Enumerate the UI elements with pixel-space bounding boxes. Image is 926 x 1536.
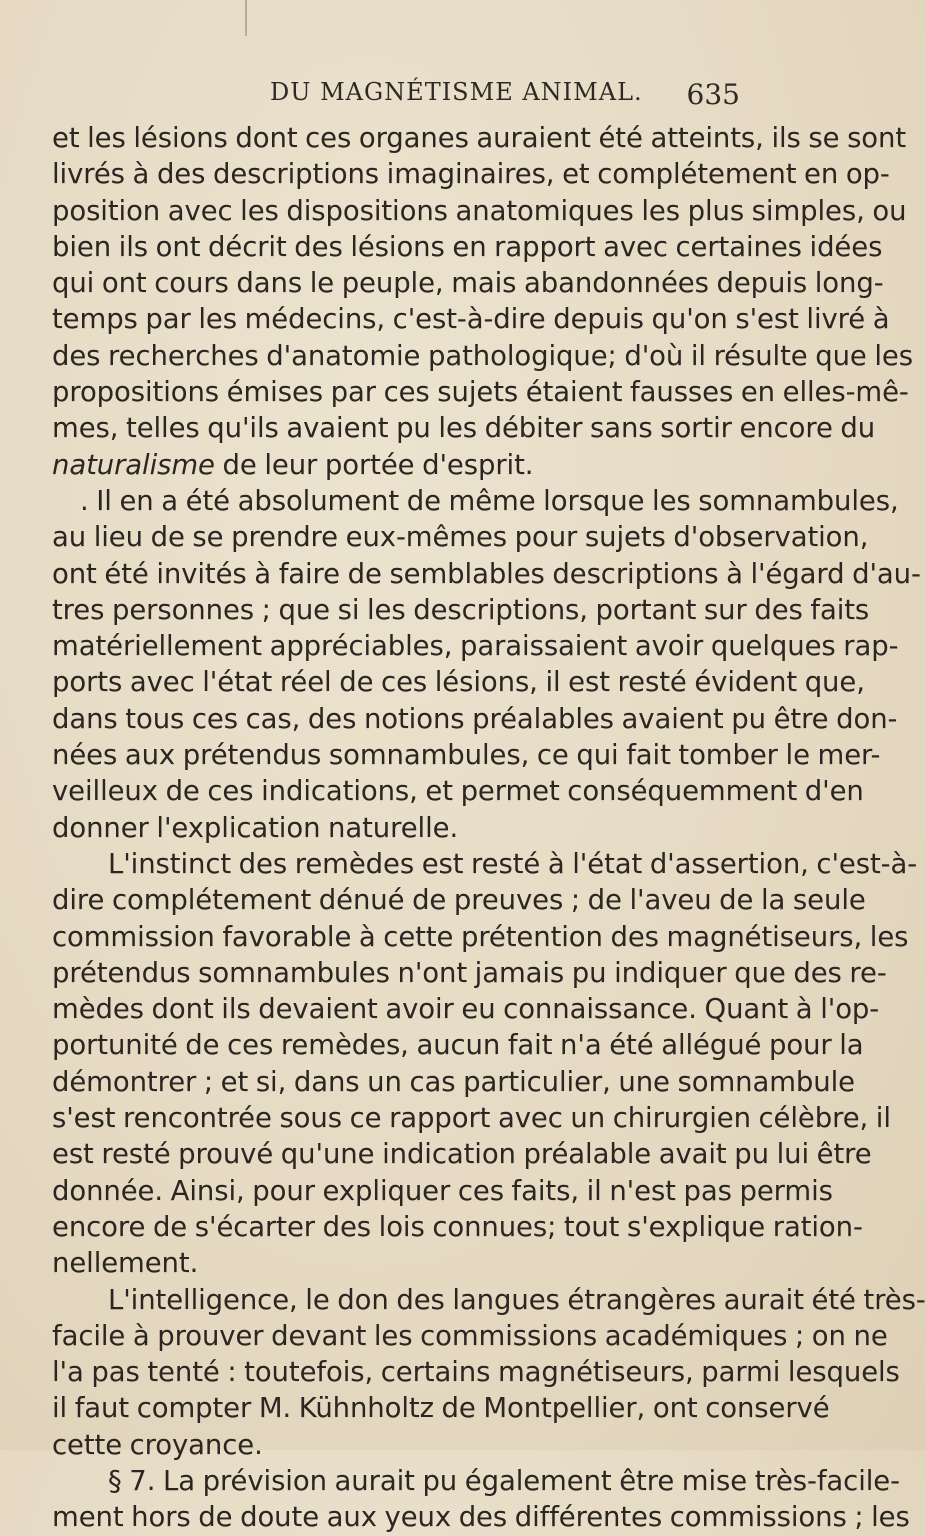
text-line: bien ils ont décrit des lésions en rapport avec certaines idées: [52, 230, 883, 263]
text-line: nellement.: [52, 1247, 199, 1280]
text-line: propositions émises par ces sujets étaient fausses en elles-mê-: [52, 376, 909, 409]
text-line: ment hors de doute aux yeux des différentes commissions ; les: [52, 1501, 910, 1534]
text-line: s'est rencontrée sous ce rapport avec un chirurgien célèbre, il: [52, 1102, 891, 1135]
text-line: dire complétement dénué de preuves ; de l'aveu de la seule: [52, 884, 866, 917]
text-line: matériellement appréciables, paraissaient avoir quelques rap-: [52, 630, 899, 663]
text-line: temps par les médecins, c'est-à-dire depuis qu'on s'est livré à: [52, 303, 890, 336]
text-line: démontrer ; et si, dans un cas particulier, une somnambule: [52, 1065, 855, 1098]
text-line: qui ont cours dans le peuple, mais abandonnées depuis long-: [52, 267, 884, 300]
text-line: nées aux prétendus somnambules, ce qui fait tomber le mer-: [52, 739, 881, 772]
text-line: l'a pas tenté : toutefois, certains magnétiseurs, parmi lesquels: [52, 1356, 900, 1389]
text-line: position avec les dispositions anatomiques les plus simples, ou: [52, 194, 907, 227]
text-line: portunité de ces remèdes, aucun fait n'a été allégué pour la: [52, 1029, 864, 1062]
text-line: tres personnes ; que si les descriptions, portant sur des faits: [52, 593, 870, 626]
text-line: est resté prouvé qu'une indication préalable avait pu lui être: [52, 1138, 872, 1171]
page-header: [270, 70, 740, 110]
paragraph-start: L'instinct des remèdes est resté à l'état d'assertion, c'est-à-: [108, 847, 918, 880]
text-line: livrés à des descriptions imaginaires, et complétement en op-: [52, 158, 890, 191]
paragraph-start: . Il en a été absolument de même lorsque les somnambules,: [80, 484, 899, 517]
text-line: mes, telles qu'ils avaient pu les débiter sans sortir encore du: [52, 412, 876, 445]
text-line: des recherches d'anatomie pathologique; d'où il résulte que les: [52, 339, 913, 372]
text-line-with-italic: [52, 447, 764, 483]
body-text: [52, 120, 926, 1536]
text-line: dans tous ces cas, des notions préalables avaient pu être don-: [52, 702, 898, 735]
text-line: cette croyance.: [52, 1428, 263, 1461]
paper-mark: [245, 0, 247, 36]
page-number: 635: [686, 78, 740, 111]
text-line: et les lésions dont ces organes auraient été atteints, ils se sont: [52, 122, 907, 154]
text-line: donnée. Ainsi, pour expliquer ces faits, il n'est pas permis: [52, 1174, 833, 1207]
text-line: commission favorable à cette prétention des magnétiseurs, les: [52, 920, 909, 953]
text-line: facile à prouver devant les commissions académiques ; on ne: [52, 1319, 888, 1352]
italic-word: naturalisme: [52, 448, 215, 481]
text-line: ont été invités à faire de semblables descriptions à l'égard d'au-: [52, 557, 921, 590]
text-line: mèdes dont ils devaient avoir eu connaissance. Quant à l'op-: [52, 993, 880, 1026]
text-line: il faut compter M. Kühnholtz de Montpellier, ont conservé: [52, 1392, 830, 1425]
text-line: donner l'explication naturelle.: [52, 811, 459, 844]
text-fragment: de leur portée d'esprit.: [214, 448, 534, 481]
text-line: veilleux de ces indications, et permet conséquemment d'en: [52, 775, 864, 808]
text-line: prétendus somnambules n'ont jamais pu indiquer que des re-: [52, 956, 887, 989]
text-line: ports avec l'état réel de ces lésions, il est resté évident que,: [52, 666, 865, 699]
section-start: § 7. La prévision aurait pu également être mise très-facile-: [108, 1464, 900, 1497]
running-title: DU MAGNÉTISME ANIMAL.: [270, 78, 643, 106]
paragraph-start: L'intelligence, le don des langues étrangères aurait été très-: [108, 1283, 926, 1316]
text-line: encore de s'écarter des lois connues; tout s'explique ration-: [52, 1210, 863, 1243]
text-line: au lieu de se prendre eux-mêmes pour sujets d'observation,: [52, 521, 869, 554]
